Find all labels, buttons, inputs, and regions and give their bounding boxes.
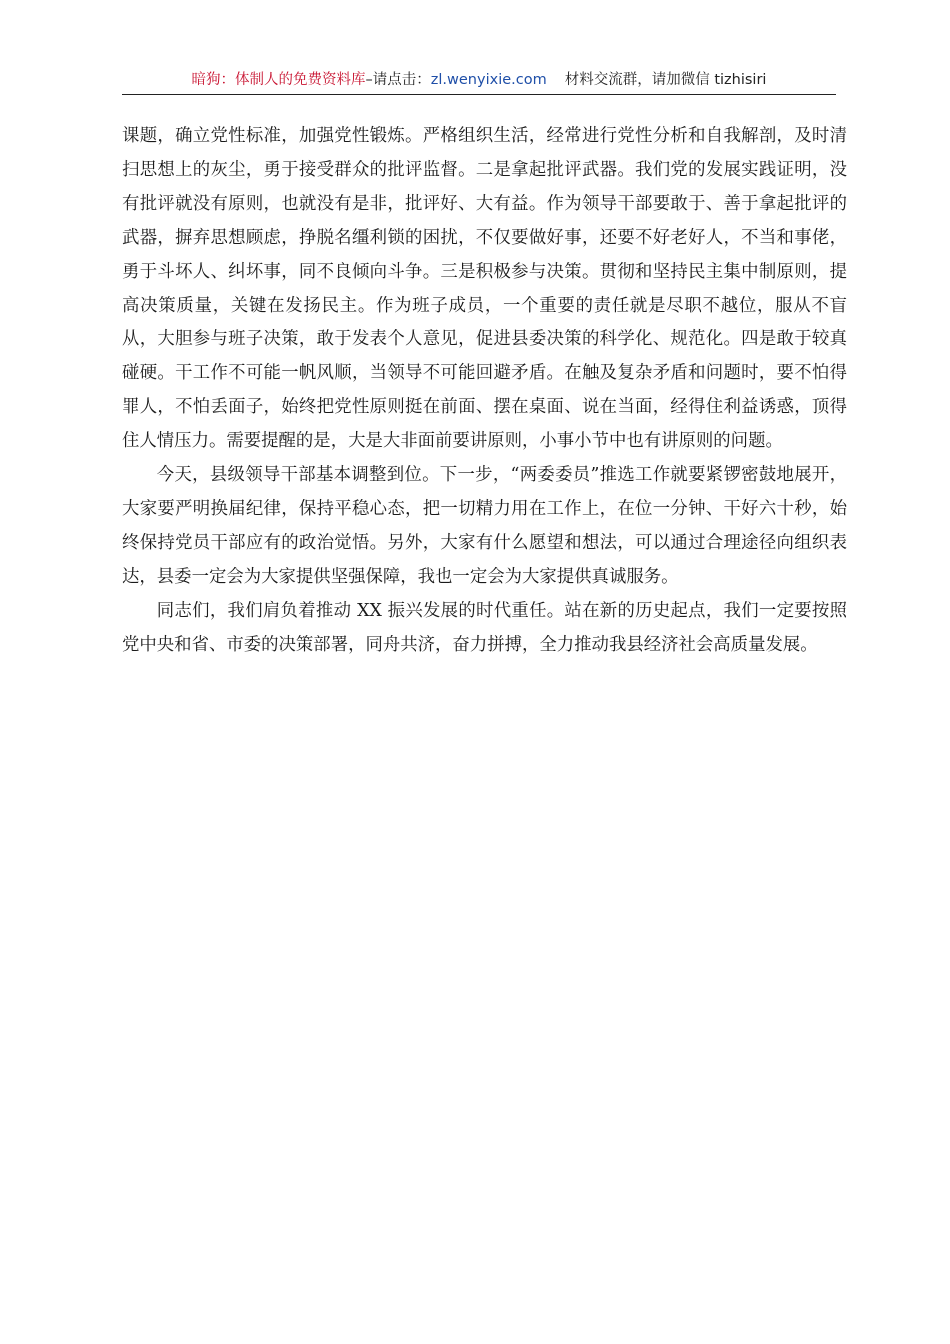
- paragraph-closing: 同志们，我们肩负着推动 XX 振兴发展的时代重任。站在新的历史起点，我们一定要按照党中央和省、市委的决策部署，同舟共济，奋力拼搏，全力推动我县经济社会高质量发展。: [122, 600, 847, 655]
- document-body: [122, 120, 847, 663]
- paragraph-continued: 课题，确立党性标准，加强党性锻炼。严格组织生活，经常进行党性分析和自我解剖，及时清扫思想上的灰尘，勇于接受群众的批评监督。二是拿起批评武器。我们党的发展实践证明，没有批评就没有原则，也就没有是非，批评好、大有益。作为领导干部要敢于、善于拿起批评的武器，摒弃思想顾虑，挣脱名缰利锁的困扰，不仅要做好事，还要不好老好人，不当和事佬，勇于斗坏人、纠坏事，同不良倾向斗争。三是积极参与决策。贯彻和坚持民主集中制原则，提高决策质量，关键在发扬民主。作为班子成员，一个重要的责任就是尽职不越位，服从不盲从，大胆参与班子决策，敢于发表个人意见，促进县委决策的科学化、规范化。四是敢于较真碰硬。干工作不可能一帆风顺，当领导不可能回避矛盾。在触及复杂矛盾和问题时，要不怕得罪人，不怕丢面子，始终把党性原则挺在前面、摆在桌面、说在当面，经得住利益诱惑，顶得住人情压力。需要提醒的是，大是大非面前要讲原则，小事小节中也有讲原则的问题。: [122, 126, 847, 452]
- paragraph-discipline: 今天，县级领导干部基本调整到位。下一步，“两委委员”推选工作就要紧锣密鼓地展开，大家要严明换届纪律，保持平稳心态，把一切精力用在工作上，在位一分钟、干好六十秒，始终保持党员干部应有的政治觉悟。另外，大家有什么愿望和想法，可以通过合理途径向组织表达，县委一定会为大家提供坚强保障，我也一定会为大家提供真诚服务。: [122, 465, 847, 587]
- header-contact: 材料交流群，请加微信 tizhisiri: [564, 72, 767, 88]
- header-prompt: –请点击：: [365, 72, 431, 88]
- header-link[interactable]: zl.wenyixie.com: [430, 72, 547, 88]
- header-brand: 暗狗：体制人的免费资料库: [191, 72, 366, 88]
- page-header: [122, 66, 836, 95]
